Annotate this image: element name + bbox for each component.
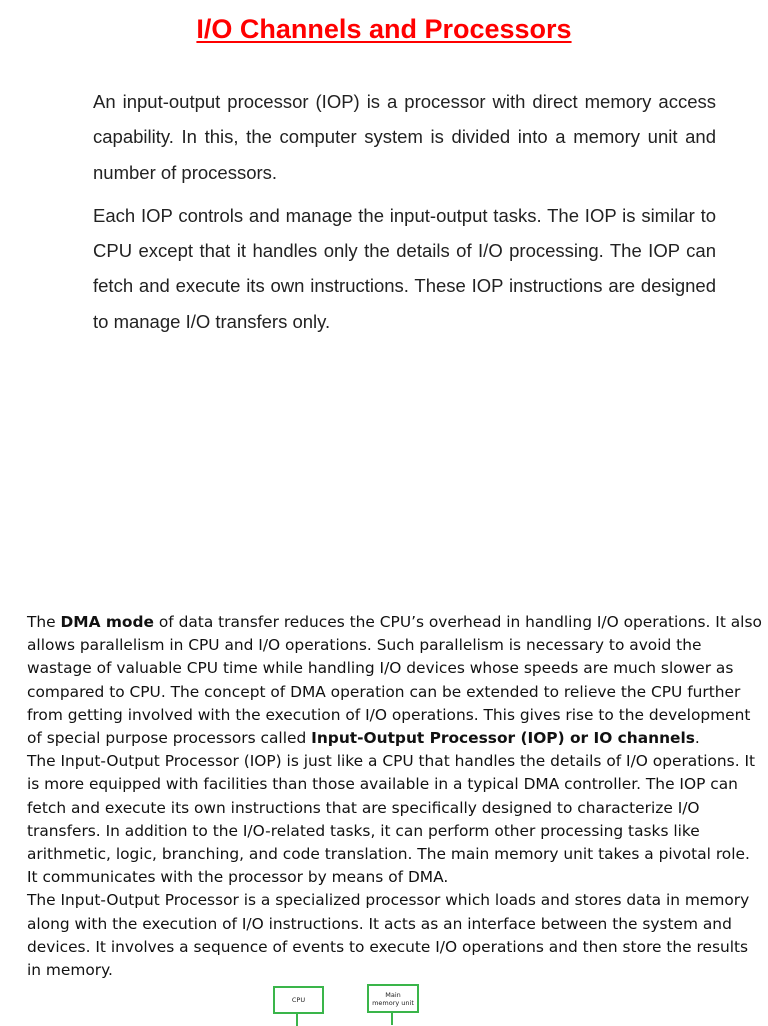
diagram-memory-box: Main memory unit [367, 984, 419, 1013]
intro-paragraph-2: Each IOP controls and manage the input-output tasks. The IOP is similar to CPU except that it handles only the details of I/O processing. The IOP can fetch and execute its own instructions. These IOP instructions are designed to manage I/O transfers only. [93, 204, 716, 332]
bold-term-iop: Input-Output Processor (IOP) or IO channels [311, 729, 695, 748]
detail-paragraph-1 [27, 611, 762, 750]
text-span: The [27, 613, 61, 631]
text-span: of data transfer reduces the CPU’s overhead in handling I/O operations. It also allows parallelism in CPU and I/O operations. Such parallelism is necessary to avoid the wastage of valuable CPU time while handling I/O devices whose speeds are much slower as compared to CPU. The concept of DMA operation can be extended to relieve the CPU further from getting involved with the execution of I/O operations. This gives rise to the development of special purpose processors called [27, 613, 762, 748]
intro-section [93, 84, 716, 339]
diagram-cpu-connector [296, 1014, 298, 1026]
detail-paragraph-3: The Input-Output Processor is a specialized processor which loads and stores data in memory along with the execution of I/O instructions. It acts as an interface between the system and devices. It involves a sequence of events to execute I/O operations and then store the results in memory. [27, 891, 750, 980]
text-span: . [694, 729, 700, 748]
intro-paragraph-1: An input-output processor (IOP) is a processor with direct memory access capability. In this, the computer system is divided into a memory unit and number of processors. [93, 91, 716, 183]
detail-paragraph-2: The Input-Output Processor (IOP) is just like a CPU that handles the details of I/O operations. It is more equipped with facilities than those available in a typical DMA controller. The IOP can fetch and execute its own instructions that are specifically designed to characterize I/O transfers. In addition to the I/O-related tasks, it can perform other processing tasks like arithmetic, logic, branching, and code translation. The main memory unit takes a pivotal role. It communicates with the processor by means of DMA. [27, 752, 756, 887]
diagram-cpu-box: CPU [273, 986, 324, 1014]
page-title: I/O Channels and Processors [196, 14, 572, 44]
diagram-memory-connector [391, 1013, 393, 1025]
bold-term-dma-mode: DMA mode [60, 613, 154, 631]
detail-section [27, 611, 762, 982]
